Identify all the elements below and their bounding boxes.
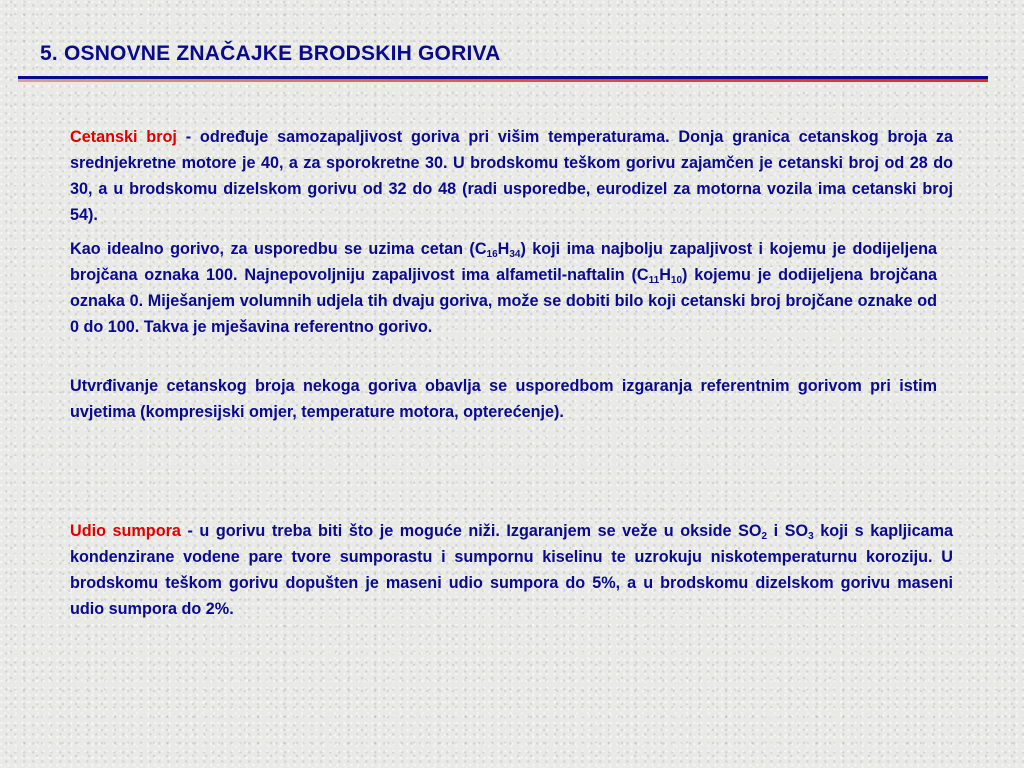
sulfur-text-3: koji s kapljicama kondenzirane vodene pare tvore sumporastu i sumpornu kiselinu te uzrokuju niskotemperaturnu koroziju. U brodskomu teškom gorivu dopušten je maseni udio sumpora do 5%, a u brodskomu dizelskom gorivu maseni udio sumpora do 2%. <box>70 522 953 618</box>
formula-subscript: 34 <box>509 249 521 260</box>
formula-subscript: 11 <box>648 275 660 286</box>
ideal-fuel-text-1: Kao idealno gorivo, za usporedbu se uzima cetan (C <box>70 240 487 258</box>
ideal-fuel-text-4: H <box>659 266 671 284</box>
formula-subscript: 3 <box>808 531 814 542</box>
paragraph-cetane-number <box>70 124 953 228</box>
paragraph-sulfur-content <box>70 518 953 622</box>
cetane-number-text: - određuje samozapaljivost goriva pri višim temperaturama. Donja granica cetanskog broja za srednjekretne motore je 40, a za sporokretne 30. U brodskomu teškom gorivu zajamčen je cetanski broj od 28 do 30, a u brodskomu dizelskom gorivu od 32 do 48 (radi usporedbe, eurodizel za motorna vozila ima cetanski broj 54). <box>70 128 953 224</box>
term-sulfur-content: Udio sumpora <box>70 522 181 540</box>
formula-subscript: 16 <box>486 249 498 260</box>
sulfur-text-1: - u gorivu treba biti što je moguće niži. Izgaranjem se veže u okside SO <box>180 522 762 540</box>
ideal-fuel-text-3: ) koji ima najbolju zapaljivost i kojemu je dodijeljena brojčana oznaka 100. Najnepovoljniju zapaljivost ima alfametil-naftalin (C <box>70 240 937 284</box>
divider-red-line <box>18 79 988 82</box>
ideal-fuel-text-5: ) kojemu je dodijeljena brojčana oznaka 0. Miješanjem volumnih udjela tih dvaju goriva, može se dobiti bilo koji cetanski broj brojčane oznake od 0 do 100. Takva je mješavina referentno gorivo. <box>70 266 937 336</box>
sulfur-text-2: i SO <box>767 522 809 540</box>
formula-subscript: 2 <box>761 531 768 542</box>
slide-title: 5. OSNOVNE ZNAČAJKE BRODSKIH GORIVA <box>40 42 501 65</box>
title-divider <box>18 76 988 83</box>
formula-subscript: 10 <box>670 275 683 286</box>
ideal-fuel-text-2: H <box>497 240 510 258</box>
paragraph-ideal-fuel <box>70 236 937 340</box>
term-cetane-number: Cetanski broj <box>70 128 177 146</box>
paragraph-determination: Utvrđivanje cetanskog broja nekoga goriva obavlja se usporedbom izgaranja referentnim gorivom pri istim uvjetima (kompresijski omjer, temperature motora, opterećenje). <box>70 377 937 421</box>
